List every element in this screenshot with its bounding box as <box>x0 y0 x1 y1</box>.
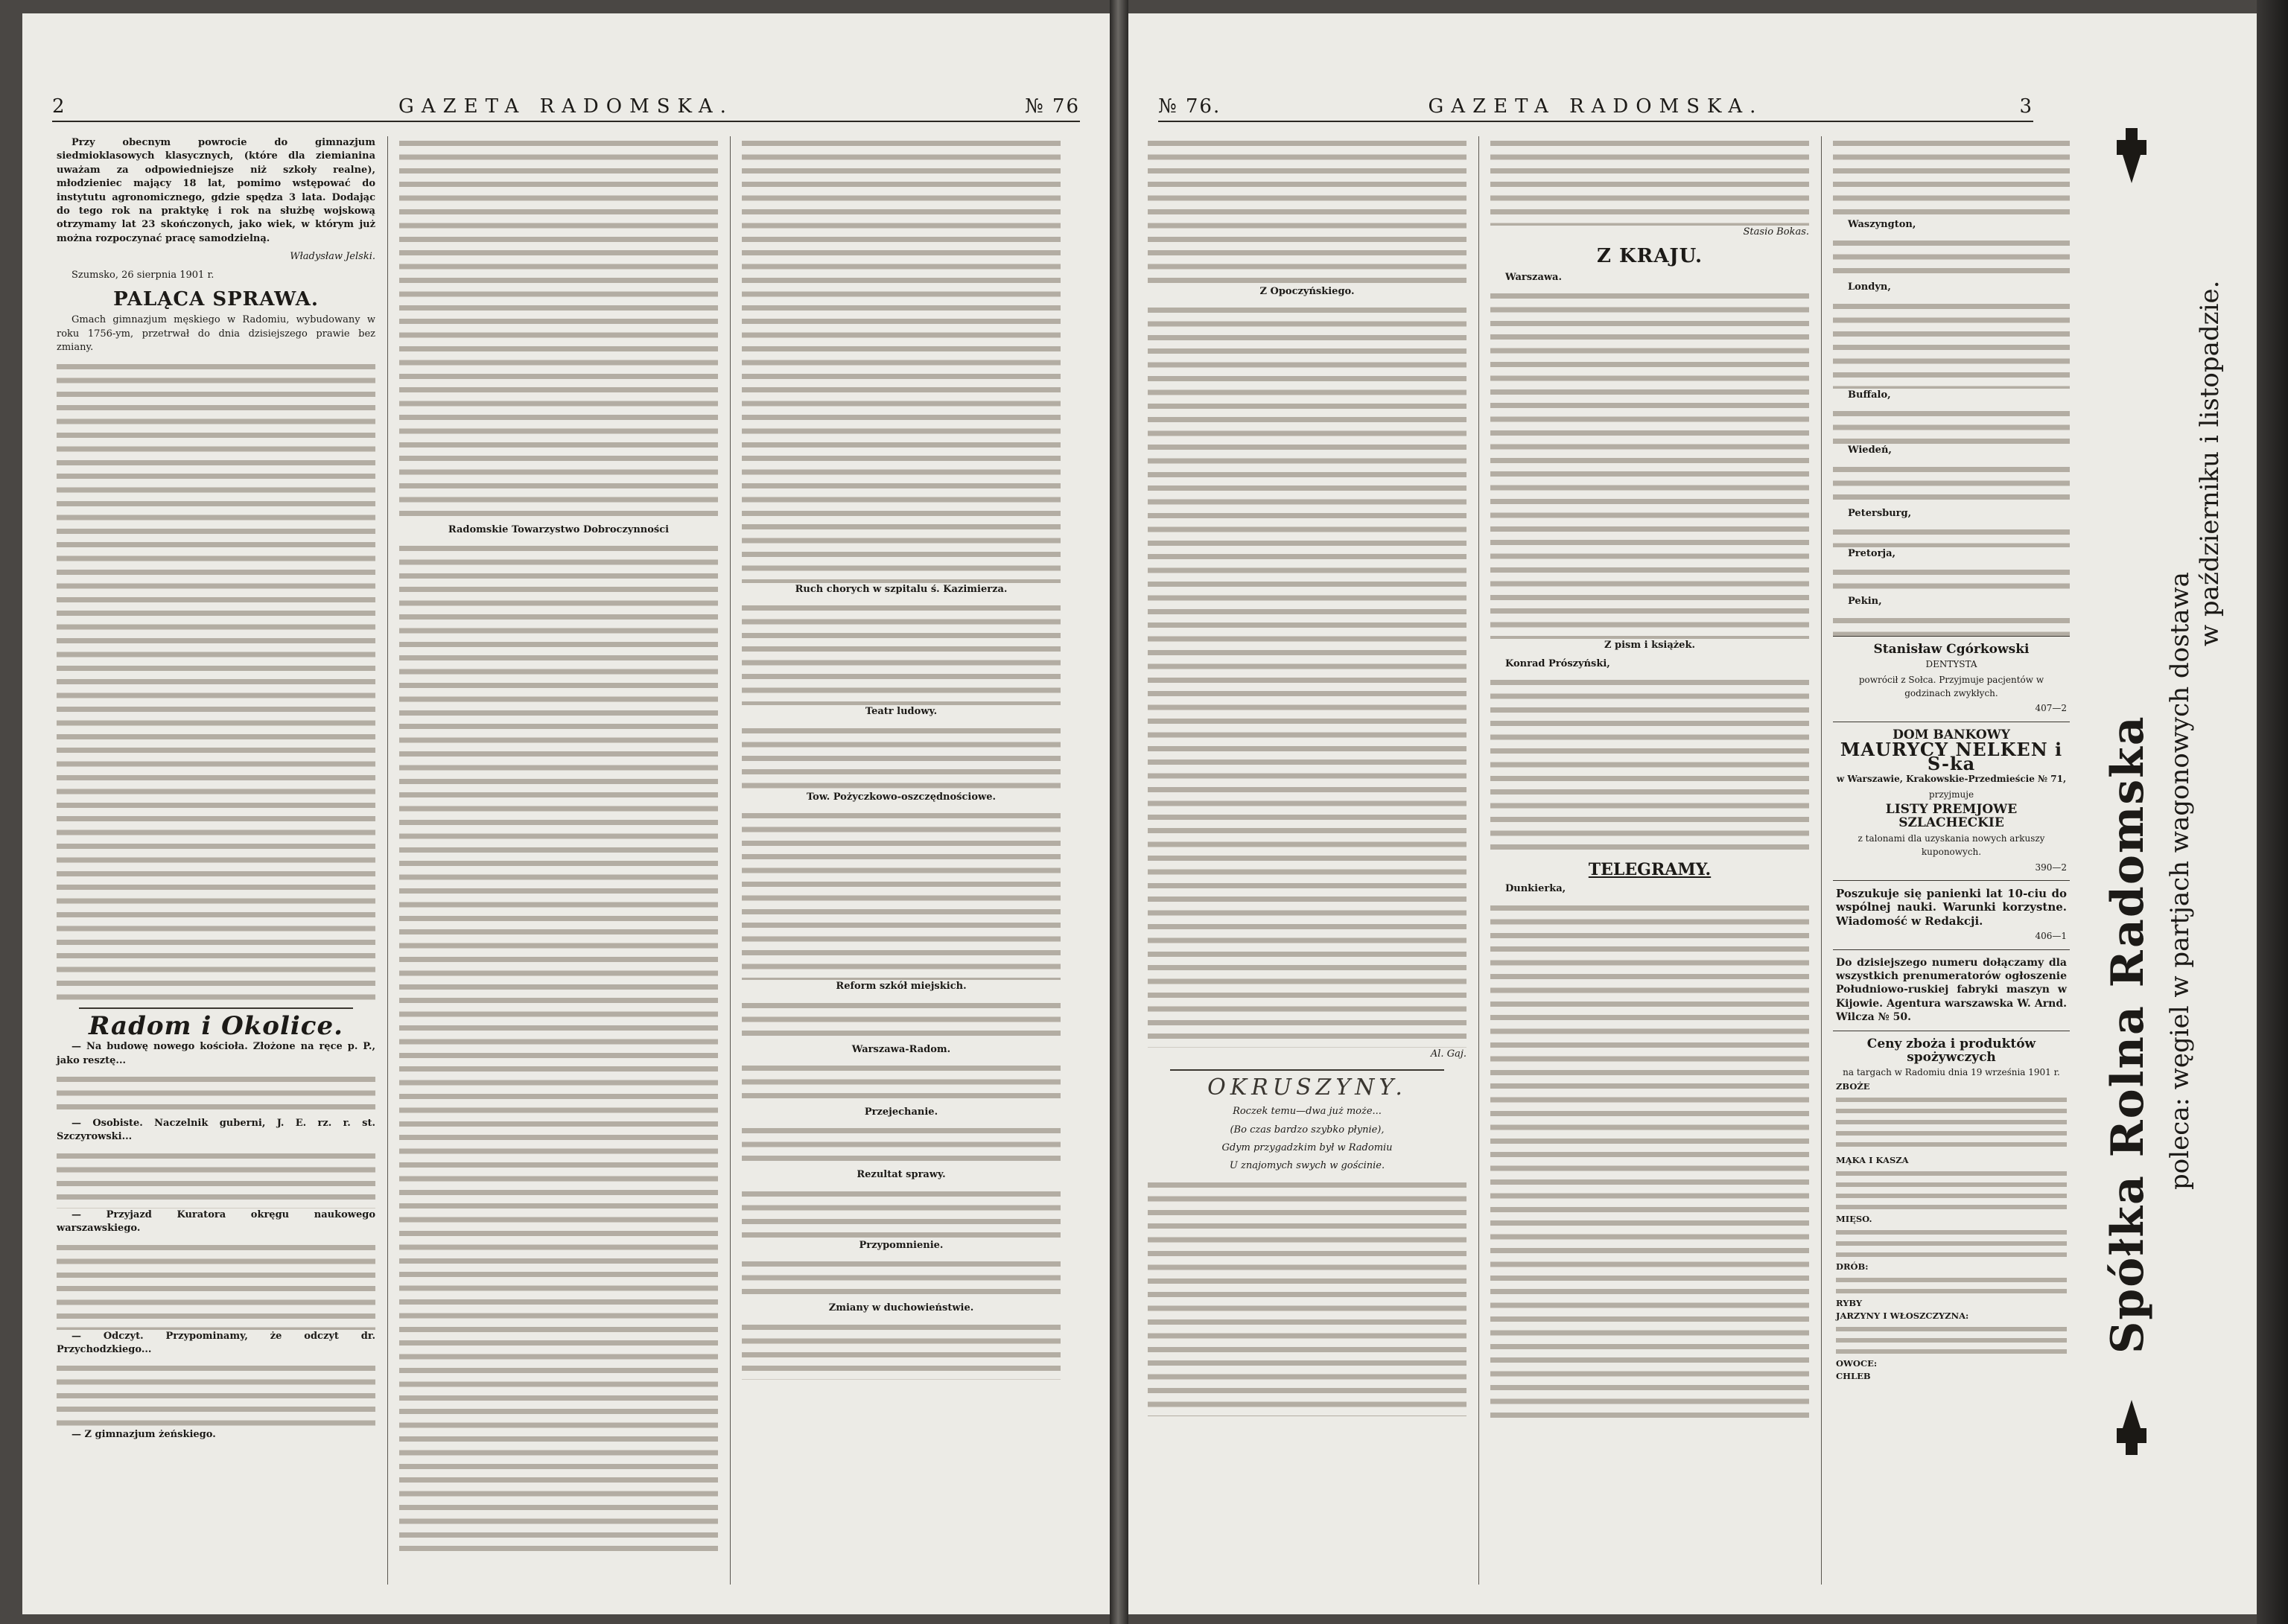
right-column-3 <box>1828 136 2074 1585</box>
dateline: Pretorja, <box>1848 548 1896 560</box>
wanted-text: Poszukuje się panienki lat 10-ciu do wspólnej nauki. Warunki korzystne. Wiadomość w Redakcji. <box>1836 886 2067 928</box>
dateline: Warszawa. <box>1505 271 1563 283</box>
right-page <box>1128 13 2257 1614</box>
column-body <box>1833 407 2070 444</box>
page-number: 2 <box>52 95 72 118</box>
price-group: DRÓB: <box>1836 1261 1869 1272</box>
news-body <box>57 1361 375 1428</box>
article-signature: Stasio Bokas. <box>1743 226 1809 238</box>
news-item: — Osobiste. Naczelnik guberni, J. E. rz. r. st. Szczyrowski... <box>57 1117 375 1143</box>
price-rows <box>1836 1094 2067 1153</box>
column-body <box>742 999 1061 1043</box>
column-body <box>742 1124 1061 1168</box>
ad-number: 407—2 <box>2035 703 2067 714</box>
column-body <box>1490 289 1809 639</box>
news-item: — Przyjazd Kuratora okręgu naukowego warszawskiego. <box>57 1209 375 1235</box>
left-column-3 <box>737 136 1065 1585</box>
price-rows <box>1836 1323 2067 1357</box>
right-column-2 <box>1486 136 1814 1585</box>
news-subhead: Zmiany w duchowieństwie. <box>828 1302 974 1314</box>
left-column-2 <box>395 136 722 1585</box>
article-dateline: Szumsko, 26 sierpnia 1901 r. <box>72 269 214 281</box>
article-body <box>57 360 375 1000</box>
dentist-title: DENTYSTA <box>1925 659 1977 670</box>
pointing-hand-icon <box>2109 125 2154 185</box>
column-body <box>399 136 718 523</box>
column-body <box>1833 299 2070 389</box>
dentist-note: powrócił z Sołca. Przyjmuje pacjentów w godzinach zwykłych. <box>1858 674 2044 699</box>
book-edge <box>2257 0 2288 1624</box>
news-subhead: Teatr ludowy. <box>865 706 938 718</box>
price-group: JARZYNY I WŁOSZCZYZNA: <box>1836 1310 1969 1321</box>
column-rule <box>1478 136 1479 1585</box>
issue-number: № 76 <box>1025 95 1080 118</box>
poem-line: U znajomych swych w gościnie. <box>1229 1160 1385 1172</box>
article-signature: Al. Gaj. <box>1430 1048 1466 1060</box>
dateline: Waszyngton, <box>1848 219 1916 230</box>
poem-line: Gdym przygadzkim był w Radomiu <box>1221 1142 1393 1154</box>
news-subhead: Tow. Pożyczkowo-oszczędnościowe. <box>806 791 997 803</box>
price-list <box>1833 1031 2070 1388</box>
column-body <box>742 601 1061 705</box>
left-column-1 <box>52 136 380 1585</box>
left-page <box>22 13 1110 1614</box>
dateline: Londyn, <box>1848 281 1891 293</box>
dentist-ad <box>1833 636 2070 722</box>
column-body <box>1148 1178 1466 1416</box>
issue-number: № 76. <box>1158 95 1221 118</box>
article-heading: PALĄCA SPRAWA. <box>113 288 319 311</box>
bank-line: z talonami dla uzyskania nowych arkuszy kuponowych. <box>1858 832 2045 858</box>
right-column-1 <box>1143 136 1471 1585</box>
news-item: — Na budowę nowego kościoła. Złożone na ręce p. P., jako resztę... <box>57 1041 375 1066</box>
dateline: Buffalo, <box>1848 389 1891 401</box>
price-group: ZBOŻE <box>1836 1080 1870 1092</box>
news-body <box>57 1149 375 1209</box>
price-group: MĄKA I KASZA <box>1836 1154 1909 1165</box>
news-subhead: Reform szkół miejskich. <box>836 981 967 993</box>
dateline: Petersburg, <box>1848 507 1912 519</box>
column-body <box>742 1257 1061 1302</box>
newspaper-title: GAZETA RADOMSKA. <box>398 95 734 118</box>
dateline: Pekin, <box>1848 596 1882 608</box>
column-body <box>1490 136 1809 226</box>
price-rows <box>1836 1168 2067 1212</box>
subheading-dobroczynnosc: Radomskie Towarzystwo Dobroczynności <box>448 524 670 535</box>
wanted-ad <box>1833 881 2070 950</box>
vertical-ad <box>2094 125 2225 1503</box>
column-body <box>742 724 1061 791</box>
bank-ad <box>1833 722 2070 881</box>
poem-line: (Bo czas bardzo szybko płynie), <box>1230 1124 1385 1136</box>
column-body <box>399 541 718 1554</box>
column-body <box>1833 565 2070 595</box>
column-body <box>742 136 1061 583</box>
news-subhead: Warszawa-Radom. <box>851 1043 951 1055</box>
column-body <box>1148 303 1466 1048</box>
okruszyny-heading: OKRUSZYNY. <box>1207 1074 1407 1101</box>
prices-subheading: na targach w Radomiu dnia 19 września 1901 r. <box>1843 1067 2060 1078</box>
poem-line: Roczek temu—dwa już może... <box>1233 1106 1382 1118</box>
dateline: Dunkierka, <box>1505 883 1566 895</box>
telegrams-heading: TELEGRAMY. <box>1588 860 1712 880</box>
newspaper-title: GAZETA RADOMSKA. <box>1428 95 1764 118</box>
offer-line: poleca: węgiel w partjach wagonowych dostawa <box>2165 572 2195 1190</box>
column-body <box>1490 901 1809 1422</box>
news-item: — Z gimnazjum żeńskiego. <box>72 1429 216 1441</box>
article-signature: Władysław Jelski. <box>290 251 375 263</box>
column-body <box>1833 462 2070 507</box>
article-lead: Gmach gimnazjum męskiego w Radomiu, wybudowany w roku 1756-ym, przetrwał do dnia dzisiejszego prawie bez zmiany. <box>57 314 375 354</box>
column-body <box>742 1320 1061 1380</box>
column-rule <box>730 136 731 1585</box>
dentist-name: Stanisław Cgórkowski <box>1873 641 2030 657</box>
divider <box>79 1007 353 1009</box>
section-heading-kraj: Z KRAJU. <box>1596 245 1703 268</box>
column-body <box>1148 136 1466 285</box>
ad-number: 390—2 <box>2035 862 2067 873</box>
price-group: CHLEB <box>1836 1370 1871 1381</box>
price-group: MIĘSO. <box>1836 1213 1872 1224</box>
article-lead: Konrad Prószyński, <box>1505 657 1610 669</box>
section-opoczynskie: Z Opoczyńskiego. <box>1259 286 1355 297</box>
supplement-text: Do dzisiejszego numeru dołączamy dla wszystkich prenumeratorów ogłoszenie Południowo-ruskiej fabryki maszyn w Kijowie. Agentura warszawska W. Arnd. Wilcza № 50. <box>1836 956 2067 1024</box>
bank-line: przyjmuje <box>1928 789 1974 800</box>
subheading-z-pism: Z pism i książek. <box>1604 640 1695 652</box>
price-rows <box>1836 1226 2067 1260</box>
news-body <box>57 1241 375 1330</box>
news-item: — Odczyt. Przypominamy, że odczyt dr. Przychodzkiego... <box>57 1330 375 1355</box>
prices-heading: Ceny zboża i produktów spożywczych <box>1866 1036 2036 1065</box>
bank-address: w Warszawie, Krakowskie-Przedmieście № 71, <box>1836 774 2067 785</box>
running-header-right <box>1158 95 2033 122</box>
offer-line: w październiku i listopadzie. <box>2195 280 2225 646</box>
bank-line: DOM BANKOWY <box>1893 727 2010 742</box>
column-rule <box>387 136 388 1585</box>
column-body <box>742 809 1061 980</box>
section-heading-radom: Radom i Okolice. <box>89 1010 343 1041</box>
price-group: RYBY <box>1836 1297 1863 1308</box>
column-body <box>1833 614 2070 636</box>
bank-offer: LISTY PREMJOWE SZLACHECKIE <box>1885 801 2018 831</box>
column-body <box>742 1061 1061 1106</box>
column-body <box>742 1187 1061 1239</box>
page-number: 3 <box>2019 95 2033 118</box>
column-body <box>1833 136 2070 218</box>
news-body <box>57 1072 375 1117</box>
supplement-notice <box>1833 950 2070 1031</box>
news-subhead: Przypomnienie. <box>859 1239 944 1251</box>
column-body <box>1833 525 2070 547</box>
column-body <box>1833 236 2070 281</box>
article-intro: Przy obecnym powrocie do gimnazjum siedmioklasowych klasycznych, (które dla ziemianina uważam za odpowiedniejsze niż szkoły realne), młodzieniec mający 18 lat, pomimo wstępować do instytutu agronomicznego, gdzie spędza 3 lata. Dodając do tego rok na praktykę i rok na służbę wojskową otrzymamy lat 23 skończonych, jako wiek, w którym już można rozpoczynać pracę samodzielną. <box>57 137 375 244</box>
news-subhead: Rezultat sprawy. <box>857 1169 946 1181</box>
ad-number: 406—1 <box>2035 931 2067 942</box>
price-group: OWOCE: <box>1836 1357 1878 1369</box>
price-rows <box>1836 1274 2067 1296</box>
book-gutter <box>1110 0 1128 1624</box>
dateline: Wiedeń, <box>1848 445 1892 456</box>
pointing-hand-icon <box>2109 1398 2154 1458</box>
bank-name: MAURYCY NELKEN i S-ka <box>1840 739 2063 774</box>
news-subhead: Przejechanie. <box>864 1106 938 1118</box>
column-rule <box>1821 136 1822 1585</box>
company-name: Spółka Rolna Radomska <box>2102 715 2154 1354</box>
divider <box>1170 1069 1444 1071</box>
running-header-left <box>52 95 1080 122</box>
column-body <box>1490 675 1809 854</box>
news-subhead: Ruch chorych w szpitalu ś. Kazimierza. <box>795 584 1008 595</box>
